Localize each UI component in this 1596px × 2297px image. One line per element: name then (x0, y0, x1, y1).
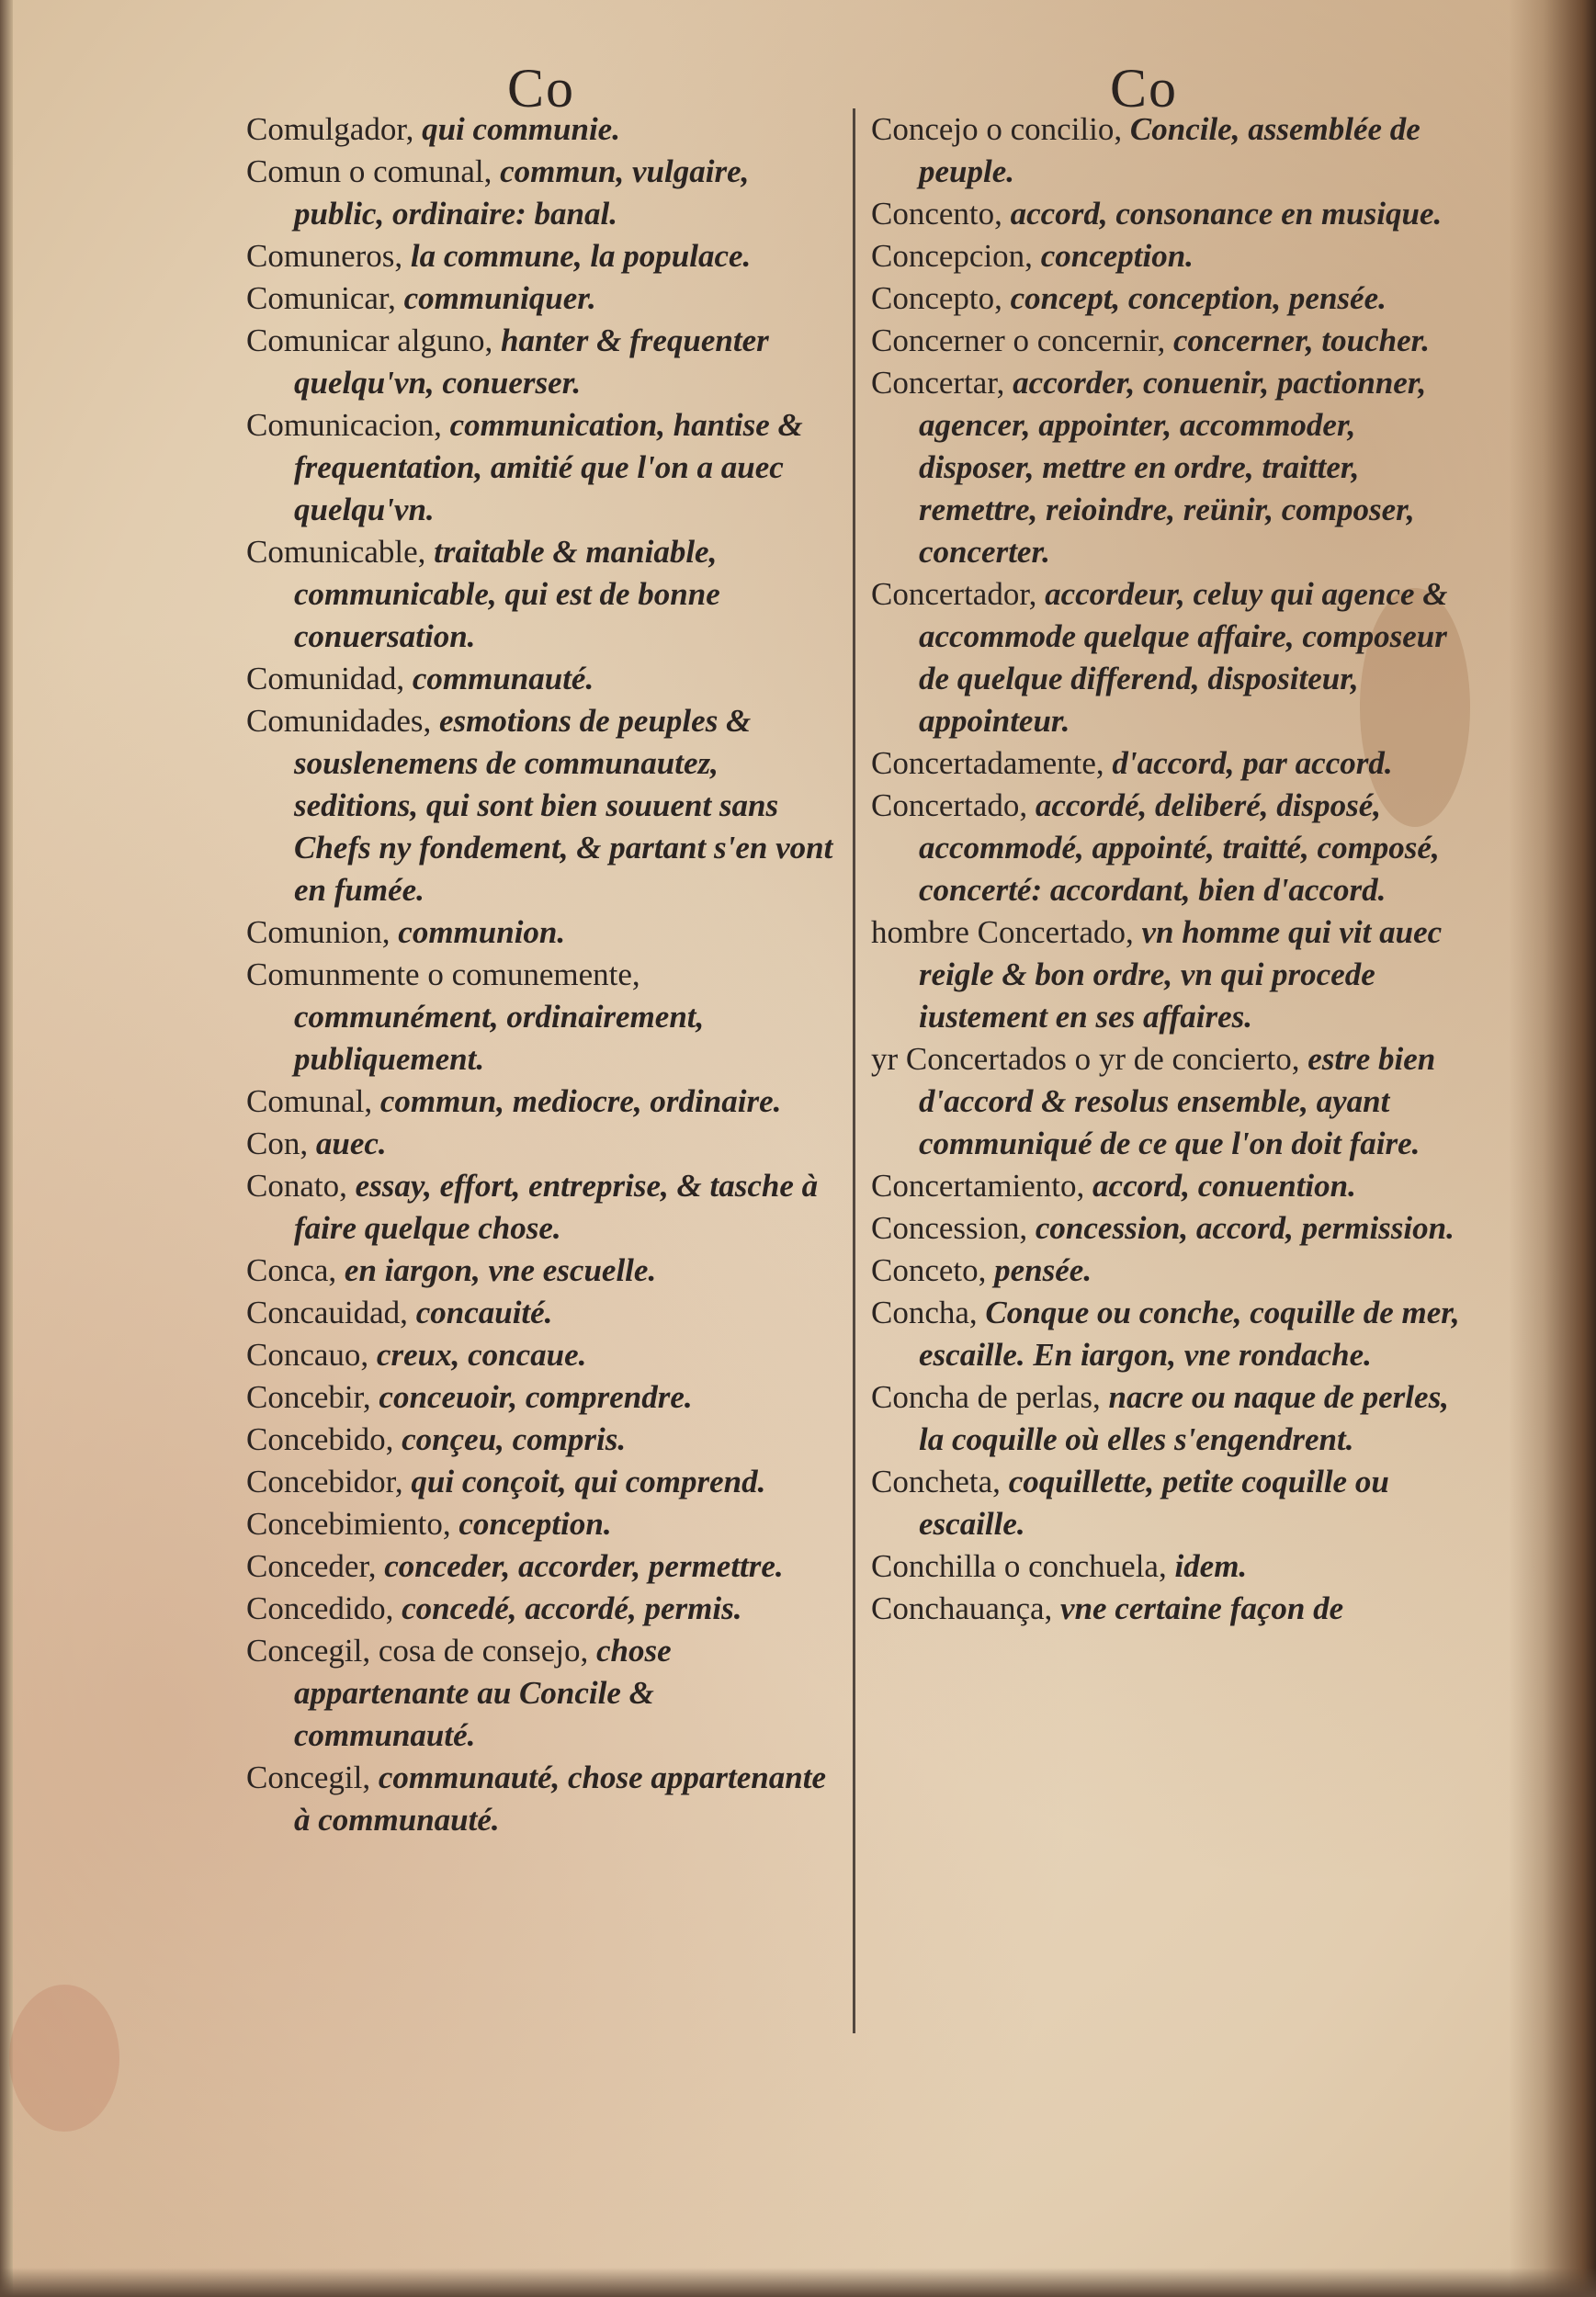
dictionary-entry (246, 1757, 840, 1841)
dictionary-entry (246, 1419, 840, 1461)
entry-definition: conçeu, compris. (402, 1421, 627, 1457)
dictionary-entry (246, 1630, 840, 1757)
dictionary-entry (871, 1038, 1477, 1165)
entry-definition: auec. (315, 1126, 387, 1161)
dictionary-entry (246, 404, 840, 531)
entry-definition: la commune, la populace. (410, 238, 752, 274)
entry-definition: traitable & maniable, communicable, qui est de bonne conuersation. (294, 534, 720, 654)
entry-headword: Conceder, (246, 1548, 377, 1584)
dictionary-entry (871, 320, 1477, 362)
dictionary-entry (871, 742, 1477, 785)
entry-definition: concerner, toucher. (1173, 322, 1431, 358)
entry-headword: Concedido, (246, 1590, 394, 1626)
dictionary-entry (246, 151, 840, 235)
entry-headword: Concegil, (246, 1760, 371, 1795)
entry-headword: Comulgador, (246, 111, 414, 147)
entry-definition: concauité. (415, 1295, 553, 1330)
dictionary-entry (246, 1250, 840, 1292)
entry-definition: qui communie. (422, 111, 620, 147)
dictionary-entry (246, 1376, 840, 1419)
entry-definition: communément, ordinairement, publiquement. (294, 999, 705, 1077)
entry-definition: coquillette, petite coquille ou escaille. (919, 1464, 1389, 1542)
entry-headword: Comunidades, (246, 703, 432, 739)
entry-headword: Conca, (246, 1252, 337, 1288)
entry-headword: Concebidor, (246, 1464, 403, 1499)
entry-headword: Concha, (871, 1295, 978, 1330)
dictionary-entry (246, 531, 840, 658)
page-edge-bottom (0, 2268, 1596, 2297)
entry-headword: Comunicar, (246, 280, 396, 316)
dictionary-entry (246, 658, 840, 700)
left-column (246, 108, 840, 1841)
dictionary-entry (871, 1461, 1477, 1545)
dictionary-entry (871, 1376, 1477, 1461)
entry-definition: pensée. (994, 1252, 1092, 1288)
entry-headword: Conchauança, (871, 1590, 1053, 1626)
entry-definition: Concile, assemblée de peuple. (919, 111, 1421, 189)
dictionary-entry (871, 1207, 1477, 1250)
dictionary-entry (871, 1250, 1477, 1292)
dictionary-entry (246, 320, 840, 404)
page-edge-left (0, 0, 13, 2297)
entry-headword: Concebir, (246, 1379, 371, 1415)
dictionary-entry (246, 1165, 840, 1250)
entry-definition: essay, effort, entreprise, & tasche à faire quelque chose. (294, 1168, 819, 1246)
entry-definition: conceuoir, comprendre. (379, 1379, 693, 1415)
entry-definition: d'accord, par accord. (1112, 745, 1393, 781)
entry-definition: communauté, chose appartenante à communauté. (294, 1760, 826, 1838)
dictionary-entry (871, 1545, 1477, 1588)
entry-definition: nacre ou naque de perles, la coquille où elles s'engendrent. (919, 1379, 1449, 1457)
entry-headword: Conceto, (871, 1252, 987, 1288)
entry-headword: Concha de perlas, (871, 1379, 1101, 1415)
entry-definition: accorder, conuenir, pactionner, agencer, appointer, accommoder, disposer, mettre en ordre, traitter, remettre, reioindre, reünir, composer, concerter. (919, 365, 1427, 570)
entry-headword: Concento, (871, 196, 1002, 232)
entry-headword: Concegil, cosa de consejo, (246, 1633, 589, 1669)
entry-definition: accord, consonance en musique. (1010, 196, 1443, 232)
entry-headword: Concebimiento, (246, 1506, 451, 1542)
entry-headword: Comunion, (246, 914, 391, 950)
entry-headword: Concheta, (871, 1464, 1001, 1499)
dictionary-entry (871, 108, 1477, 193)
entry-headword: Comuneros, (246, 238, 403, 274)
entry-definition: communauté. (412, 661, 594, 696)
dictionary-entry (246, 1545, 840, 1588)
entry-headword: Concauidad, (246, 1295, 408, 1330)
entry-definition: accordeur, celuy qui agence & accommode quelque affaire, composeur de quelque differend, dispositeur, appointeur. (919, 576, 1448, 739)
dictionary-entry (246, 700, 840, 911)
entry-headword: Concejo o concilio, (871, 111, 1123, 147)
entry-definition: accord, conuention. (1092, 1168, 1356, 1204)
page-gutter-shadow (1509, 0, 1596, 2297)
entry-headword: Concauo, (246, 1337, 369, 1373)
entry-headword: Concertador, (871, 576, 1037, 612)
entry-definition: chose appartenante au Concile & communauté. (294, 1633, 672, 1753)
entry-headword: Conato, (246, 1168, 347, 1204)
entry-headword: Concebido, (246, 1421, 394, 1457)
entry-definition: concedé, accordé, permis. (402, 1590, 742, 1626)
entry-definition: conception. (458, 1506, 612, 1542)
entry-headword: Comun o comunal, (246, 153, 492, 189)
dictionary-entry (246, 1123, 840, 1165)
dictionary-entry (246, 235, 840, 277)
dictionary-entry (871, 362, 1477, 573)
dictionary-entry (246, 1334, 840, 1376)
entry-headword: Concertamiento, (871, 1168, 1085, 1204)
entry-headword: hombre Concertado, (871, 914, 1134, 950)
dictionary-entry (871, 1165, 1477, 1207)
entry-definition: commun, vulgaire, public, ordinaire: banal. (294, 153, 750, 232)
entry-definition: Conque ou conche, coquille de mer, escaille. En iargon, vne rondache. (919, 1295, 1460, 1373)
entry-definition: commun, mediocre, ordinaire. (379, 1083, 782, 1119)
dictionary-entry (871, 573, 1477, 742)
entry-definition: concept, conception, pensée. (1010, 280, 1387, 316)
dictionary-entry (246, 1292, 840, 1334)
entry-headword: Concertar, (871, 365, 1005, 401)
entry-headword: Concepcion, (871, 238, 1033, 274)
dictionary-entry (871, 1292, 1477, 1376)
dictionary-entry (871, 277, 1477, 320)
dictionary-entry (871, 911, 1477, 1038)
entry-definition: accordé, deliberé, disposé, accommodé, appointé, traitté, composé, concerté: accordant, bien d'accord. (919, 787, 1440, 908)
entry-definition: vne certaine façon de (1060, 1590, 1344, 1626)
dictionary-entry (246, 108, 840, 151)
running-head-left: Co (507, 58, 576, 119)
entry-definition: creux, concaue. (376, 1337, 587, 1373)
entry-definition: en iargon, vne escuelle. (344, 1252, 657, 1288)
entry-headword: Concepto, (871, 280, 1002, 316)
entry-definition: concession, accord, permission. (1035, 1210, 1455, 1246)
entry-definition: hanter & frequenter quelqu'vn, conuerser. (294, 322, 769, 401)
entry-definition: esmotions de peuples & souslenemens de communautez, seditions, qui sont bien souuent sans Chefs ny fondement, & partant s'en vont en fumée. (294, 703, 833, 908)
entry-headword: Conchilla o conchuela, (871, 1548, 1167, 1584)
column-divider (853, 108, 855, 2033)
entry-headword: Concerner o concernir, (871, 322, 1166, 358)
entry-headword: Concertadamente, (871, 745, 1104, 781)
right-column (871, 108, 1477, 1630)
dictionary-entry (246, 954, 840, 1081)
entry-definition: vn homme qui vit auec reigle & bon ordre, vn qui procede iustement en ses affaires. (919, 914, 1443, 1035)
entry-headword: yr Concertados o yr de concierto, (871, 1041, 1300, 1077)
entry-headword: Comunidad, (246, 661, 405, 696)
entry-headword: Comunicable, (246, 534, 426, 570)
entry-definition: communication, hantise & frequentation, amitié que l'on a auec quelqu'vn. (294, 407, 803, 527)
entry-headword: Concertado, (871, 787, 1028, 823)
entry-definition: conception. (1040, 238, 1194, 274)
dictionary-entry (871, 1588, 1477, 1630)
running-head-right: Co (1110, 58, 1179, 119)
entry-definition: qui conçoit, qui comprend. (411, 1464, 766, 1499)
entry-definition: estre bien d'accord & resolus ensemble, ayant communiqué de ce que l'on doit faire. (919, 1041, 1436, 1161)
entry-definition: communiquer. (403, 280, 596, 316)
entry-definition: communion. (398, 914, 566, 950)
entry-headword: Comunal, (246, 1083, 373, 1119)
entry-headword: Comunicar alguno, (246, 322, 493, 358)
dictionary-entry (246, 1081, 840, 1123)
dictionary-entry (246, 911, 840, 954)
dictionary-entry (246, 1588, 840, 1630)
dictionary-entry (246, 1461, 840, 1503)
dictionary-entry (246, 277, 840, 320)
entry-definition: idem. (1174, 1548, 1248, 1584)
entry-definition: conceder, accorder, permettre. (384, 1548, 784, 1584)
entry-headword: Comunicacion, (246, 407, 442, 443)
paper-stain (9, 1985, 119, 2132)
dictionary-entry (871, 235, 1477, 277)
dictionary-entry (246, 1503, 840, 1545)
entry-headword: Concession, (871, 1210, 1028, 1246)
entry-headword: Con, (246, 1126, 309, 1161)
dictionary-entry (871, 785, 1477, 911)
entry-headword: Comunmente o comunemente, (246, 956, 640, 992)
dictionary-entry (871, 193, 1477, 235)
